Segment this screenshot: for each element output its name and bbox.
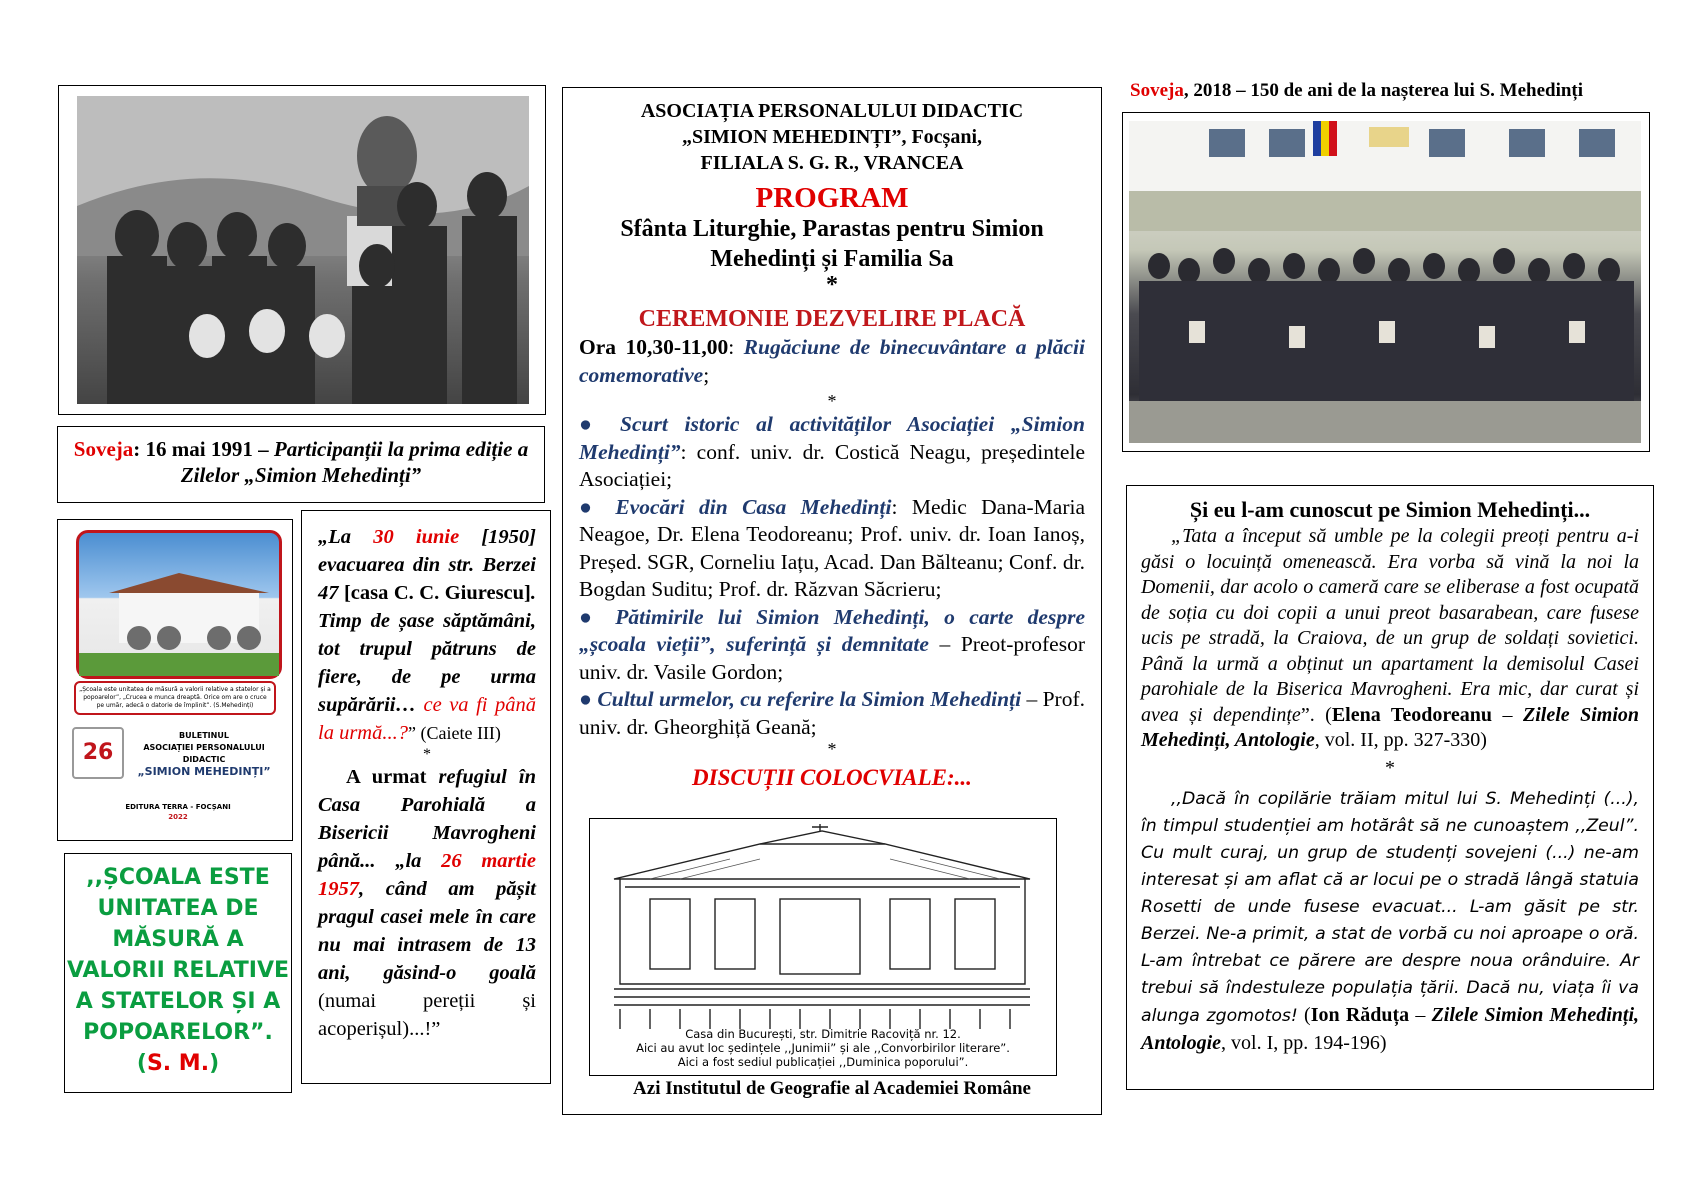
drawing-caption-line1: Casa din București, str. Dimitrie Racoviță nr. 12. <box>685 1027 961 1041</box>
ceremony-blessing: Rugăciune de binecuvântare a plăcii comemorative <box>579 335 1085 387</box>
caption-date: : 16 mai 1991 – <box>133 437 274 461</box>
association-name-line1: ASOCIAȚIA PERSONALULUI DIDACTIC <box>640 100 1024 122</box>
photo-2018-title <box>1130 80 1583 102</box>
memoir-title: Și eu l-am cunoscut pe Simion Mehedinți... <box>1189 497 1591 522</box>
photo-1991-caption <box>57 426 545 503</box>
p2-date: 26 martie 1957 <box>318 850 536 900</box>
group-photo-2018 <box>1122 112 1650 452</box>
bulletin-title-line1: BULETINUL <box>179 731 229 740</box>
motto-text: ,,ȘCOALA ESTE UNITATEA DE MĂSURĂ A VALORII RELATIVE A STATELOR ȘI A POPOARELOR”. ( <box>66 865 290 1076</box>
memoir-quote-2 <box>1141 786 1639 1058</box>
quote1-ref: , vol. II, pp. 327-330) <box>1314 729 1487 751</box>
photo-2018-illustration <box>1129 121 1641 443</box>
memoir-quote-1 <box>1141 524 1639 754</box>
bulletin-cover <box>57 519 293 841</box>
photo-2018-place: Soveja <box>1130 80 1184 101</box>
narrative-paragraph-1 <box>318 523 536 747</box>
house-drawing <box>589 818 1057 1076</box>
p1-red-phrase: ce va fi până la urmă <box>318 694 536 744</box>
program-item-title: ● Pătimirile lui Simion Mehedinți, o carte despre „școala vieții”, suferință și demnitate <box>579 604 1085 656</box>
building-with-busts-illustration <box>79 533 279 676</box>
p1-ellipsis: ...? <box>382 722 408 744</box>
quote2-ref: , vol. I, pp. 194-196) <box>1221 1031 1387 1054</box>
caption-place: Soveja <box>73 437 134 461</box>
ceremony-end: ; <box>703 362 710 387</box>
quote2-text: ,,Dacă în copilărie trăiam mitul lui S. Mehedinți (...), în timpul studenției am hotărât să ne cunoaștem ,,Zeul”. Cu mult curaj, un grup de studenți sovejeni (...) ne-am interesat și am aflat că ar locui pe o stradă lângă statuia Rosetti de unde fusese evacuat... L-am găsit pe str. Berzei. Ne-a primit, a stat de vorbă cu noi aproape o oră. L-am întrebat ce părere are despre noua orânduire. Ar trebui să îndestuleze populația țării. Dacă nu, viața îi va alunga zgomotos! <box>1141 788 1639 1026</box>
institute-footer: Azi Institutul de Geografie al Academiei Române <box>633 1078 1031 1099</box>
drawing-caption <box>590 1027 1056 1069</box>
bulletin-motto: „Școala este unitatea de măsură a valorii relative a statelor și a popoarelor”, „Crucea e munca dreaptă. Orice om are o cruce pe umăr, adecă o datorie de împlinit”. (S.Mehedinți) <box>74 681 276 715</box>
quote1-dash: – <box>1492 703 1523 726</box>
quote2-open: ( <box>1297 1003 1311 1026</box>
caption-description: Participanții la prima ediție a Zilelor „Simion Mehedinți” <box>180 437 529 487</box>
program-star: * <box>826 272 838 298</box>
motto-signature: S. M. <box>146 1051 210 1076</box>
p2-empty: goală <box>489 962 536 984</box>
memoir-star: * <box>1385 756 1395 779</box>
program-item-speakers: : conf. univ. dr. Costică Neagu, președintele Asociației; <box>579 439 1085 491</box>
drawing-caption-line2: Aici au avut loc ședințele ,,Junimii” și ale ,,Convorbirilor literare”. <box>636 1041 1010 1055</box>
program-item <box>579 686 1085 741</box>
program-panel <box>562 87 1102 1115</box>
ceremony-schedule: Ora 10,30-11,00: Rugăciune de binecuvântare a plăcii comemorative; <box>579 335 1085 387</box>
quote1-text: „Tata a început să umble pe la colegii preoți pentru a-i găsi o locuință omenească. Era vorba să vină la noi la Domenii, dar acolo o cameră care se eliberase a fost ocupată de soția cu doi copii a unui preot basarabean, care fusese ucis pe stradă, la Craiova, de un grup de soldați sovietici. Până la urmă a obținut un apartament la demisolul Casei parohiale de la Biserica Mavrogheni. Era mic, dar curat și avea și dependințe <box>1141 525 1639 726</box>
narrative-star: * <box>423 746 431 763</box>
bulletin-title-line2: ASOCIAȚIEI PERSONALULUI DIDACTIC <box>143 743 265 764</box>
association-name-line2: „SIMION MEHEDINȚI”, Focșani, <box>681 126 983 148</box>
p2-text2: , când am pășit pragul casei mele în care nu mai intrasem de 13 ani, găsind-o <box>318 878 536 984</box>
ceremony-time: Ora 10,30-11,00 <box>579 335 729 359</box>
bulletin-title <box>124 730 284 778</box>
program-subtitle: Sfânta Liturghie, Parastas pentru Simion Mehedinți și Familia Sa <box>620 216 1044 272</box>
narrative-paragraph-2 <box>318 763 536 1043</box>
program-item-title: ● Scurt istoric al activităților Asociației „Simion Mehedinți” <box>579 412 1085 464</box>
program-item-speakers: – Prof. univ. dr. Gheorghiță Geană; <box>579 687 1085 739</box>
bulletin-publisher: EDITURA TERRA - FOCȘANI <box>125 803 231 811</box>
bulletin-title-line3: „SIMION MEHEDINȚI” <box>137 765 271 778</box>
program-item-title: ● Cultul urmelor, cu referire la Simion Mehedinți <box>579 687 1022 711</box>
bulletin-cover-photo <box>76 530 282 679</box>
p1-text: [1950] evacuarea din str. Berzei 47 <box>318 526 536 604</box>
items-star: * <box>827 739 837 759</box>
program-title: PROGRAM <box>755 182 909 214</box>
p1-date: 30 iunie <box>373 526 460 548</box>
program-items <box>579 411 1085 757</box>
p1-text2: . Timp de șase săptămâni, tot trupul pătruns de fiere, de pe urma supărării… <box>318 582 536 716</box>
memoir-panel <box>1126 485 1654 1090</box>
p2-text: refugiul în Casa Parohială a Bisericii Mavrogheni până... „la <box>318 766 537 872</box>
bulletin-year: 2022 <box>168 813 188 821</box>
photo-2018-caption: , 2018 – 150 de ani de la nașterea lui S. Mehedinți <box>1183 80 1584 101</box>
quote1-close: ”. ( <box>1300 703 1332 726</box>
program-item <box>579 494 1085 604</box>
photo-2018-participants <box>1129 121 1641 443</box>
schedule-star: * <box>827 391 837 411</box>
quote1-book: Zilele Simion Mehedinți, Antologie <box>1141 703 1640 751</box>
bulletin-number: 26 <box>72 727 124 779</box>
p1-bracket: [casa C. C. Giurescu] <box>343 582 531 604</box>
p1-open: „La <box>318 526 374 548</box>
school-motto-quote <box>64 853 292 1093</box>
program-item-speakers: : Medic Dana-Maria Neagoe, Dr. Elena Teodoreanu; Prof. univ. dr. Ioan Ianoș, Președ. SGR, Corneliu Iațu, Acad. Dan Bălteanu; Conf. dr. Bogdan Suditu; Prof. dr. Răzvan Săcrieru; <box>579 494 1085 601</box>
program-item <box>579 604 1085 687</box>
quote2-book: Zilele Simion Mehedinți, Antologie <box>1141 1003 1640 1054</box>
quote2-author: Ion Răduța <box>1310 1003 1410 1026</box>
eviction-narrative <box>301 510 551 1084</box>
discussions-heading: DISCUȚII COLOCVIALE:... <box>692 765 972 790</box>
program-item <box>579 411 1085 494</box>
program-item-speakers: – Preot-profesor univ. dr. Vasile Gordon; <box>579 632 1086 684</box>
association-name-line3: FILIALA S. G. R., VRANCEA <box>700 152 964 174</box>
motto-end: ) <box>209 1051 220 1076</box>
program-item-title: ● Evocări din Casa Mehedinți <box>579 494 892 519</box>
p2-open: A urmat <box>346 766 439 788</box>
photo-1991-participants <box>77 96 529 404</box>
historic-group-photo <box>58 85 546 415</box>
drawing-caption-line3: Aici a fost sediul publicației ,,Duminica poporului”. <box>677 1055 969 1069</box>
quote2-dash: – <box>1409 1003 1432 1026</box>
p1-source: ” (Caiete III) <box>407 723 501 743</box>
quote1-author: Elena Teodoreanu <box>1331 703 1493 726</box>
p2-end: (numai pereții și acoperișul)...!” <box>318 990 536 1040</box>
ceremony-heading: CEREMONIE DEZVELIRE PLACĂ <box>638 306 1026 332</box>
photo-illustration <box>77 96 529 404</box>
